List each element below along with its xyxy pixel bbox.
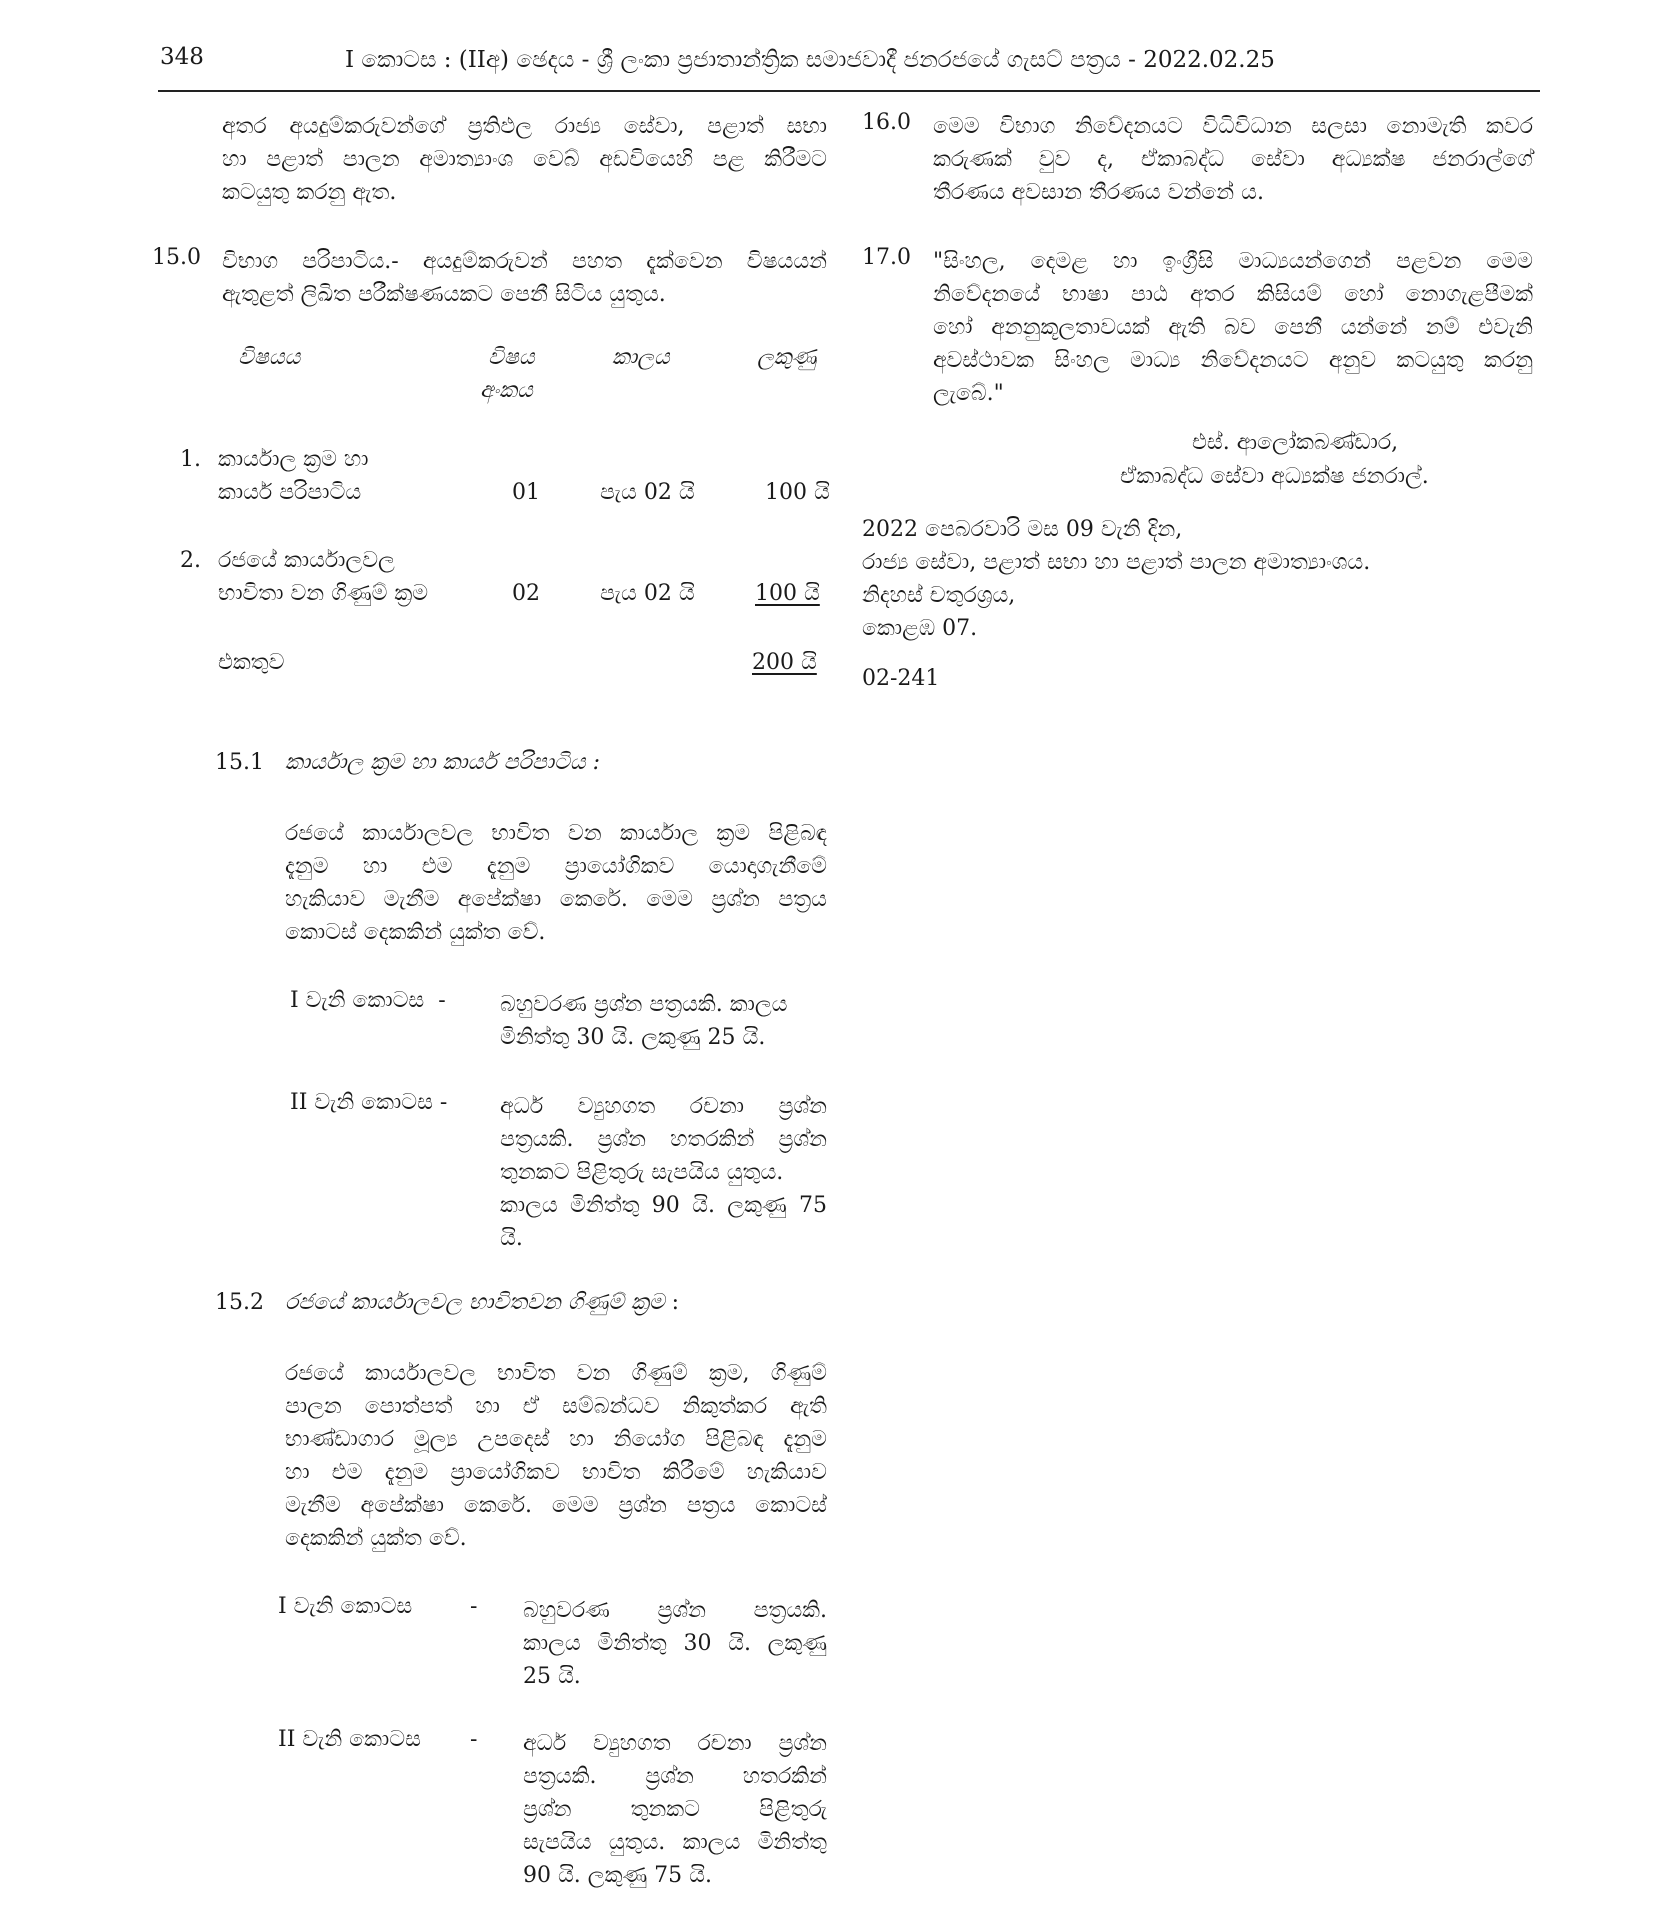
- section-15-2-title: රජයේ කාර්යාලවල භාවිතවන ගිණුම් ක්‍රම: [285, 1290, 665, 1315]
- section-15-2-heading: [285, 1290, 679, 1315]
- section-15-text: [222, 245, 827, 311]
- section-15-2-number: 15.2: [215, 1290, 264, 1315]
- section-15-1-title: කාර්යාල ක්‍රම හා කාර්ය පරිපාටිය :: [285, 750, 601, 775]
- text-line: කොටස් දෙකකින් යුක්ත වේ.: [285, 920, 546, 945]
- section-16-text: [933, 110, 1533, 209]
- text-line: නිවේදනයේ භාෂා පාඨ අතර කිසියම් හෝ නොගැළපීමක්: [933, 282, 1533, 307]
- intro-paragraph: [222, 110, 827, 209]
- section-17-number: 17.0: [862, 245, 911, 270]
- section-15-1-part1-text: [500, 988, 827, 1054]
- section-15-1-part2-text: [500, 1090, 827, 1255]
- text-line: අවස්ථාවක සිංහල මාධ්‍ය නිවේදනයට අනුව කටයුතු කරනු: [933, 348, 1533, 373]
- section-15-2-part2-text: [523, 1727, 827, 1892]
- text-line: රජයේ කාර්යාලවල භාවිත වන කාර්යාල ක්‍රම පිළිබඳ: [285, 821, 827, 846]
- text-line: දෙකකින් යුක්ත වේ.: [285, 1526, 467, 1551]
- text-line: කාලය මිනිත්තු 90 යි. ලකුණු 75: [500, 1193, 827, 1218]
- row-marks: 100 යි: [755, 581, 820, 606]
- text-line: ප්‍රශ්න තුනකට පිළිතුරු: [523, 1797, 827, 1822]
- section-15-2-part1-dash: -: [470, 1594, 478, 1619]
- page-number: 348: [160, 44, 204, 70]
- row-marks: 100 යි: [765, 480, 830, 505]
- text-line: හා එම දැනුම ප්‍රායෝගිකව භාවිත කිරීමේ හැකියාව: [285, 1460, 827, 1485]
- row-subject-line2: භාවිතා වන ගිණුම් ක්‍රම: [218, 581, 429, 606]
- row-subject-line1: කාර්යාල ක්‍රම හා: [218, 447, 369, 472]
- text-line: හෝ අනනුකූලතාවයක් ඇති බව පෙනී යන්නේ නම් එවැනි: [933, 315, 1533, 340]
- section-15-2-part1-text: [523, 1594, 827, 1693]
- text-line: රාජ්‍ය සේවා, පළාත් සභා හා පළාත් පාලන අමාත්‍යාංශය.: [862, 550, 1371, 575]
- text-line: දැනුම හා එම දැනුම ප්‍රායෝගිකව යොදාගැනීමේ: [285, 854, 827, 879]
- text-line: යි.: [500, 1226, 523, 1251]
- text-line: රජයේ කාර්යාලවල භාවිත වන ගිණුම් ක්‍රම, ගිණුම්: [285, 1361, 827, 1386]
- text-line: තීරණය අවසාන තීරණය වන්නේ ය.: [933, 180, 1264, 205]
- text-line: භාණ්ඩාගාර මූල්‍ය උපදෙස් හා නියෝග පිළිබඳ දැනුම: [285, 1427, 827, 1452]
- text-line: අතර අයදුම්කරුවන්ගේ ප්‍රතිඵල රාජ්‍ය සේවා, පළාත් සභා: [222, 114, 827, 139]
- section-15-2-paragraph: [285, 1357, 827, 1555]
- text-line: 2022 පෙබරවාරි මස 09 වැනි දින,: [862, 517, 1183, 542]
- text-line: කටයුතු කරනු ඇත.: [222, 180, 397, 205]
- text-line: මිනිත්තු 30 යි. ලකුණු 25 යි.: [500, 1025, 766, 1050]
- col-header-duration: කාලය: [612, 345, 670, 370]
- text-line: හා පළාත් පාලන අමාත්‍යාංශ වෙබ් අඩවියෙහි පළ කිරීමට: [222, 147, 827, 172]
- text-line: පාලන පොත්පත් හා ඒ සම්බන්ධව නිකුත්කර ඇති: [285, 1394, 827, 1419]
- col-header-subject-no-2: අංකය: [480, 378, 533, 403]
- section-15-1-number: 15.1: [215, 750, 264, 775]
- text-line: නිදහස් චතුරශ්‍රය,: [862, 583, 1016, 608]
- col-header-marks: ලකුණු: [757, 345, 817, 370]
- signatory-name: එස්. ආලෝකබණ්ඩාර,: [1192, 430, 1399, 455]
- section-15-2-part2-dash: -: [470, 1727, 478, 1752]
- text-line: මෙම විභාග නිවේදනයට විධිවිධාන සලසා නොමැති කවර: [933, 114, 1533, 139]
- text-line: 25 යි.: [523, 1664, 581, 1689]
- text-line: අර්ධ ව්‍යුහගත රචනා ප්‍රශ්න: [523, 1731, 827, 1756]
- section-15-1-part2-label: II වැනි කොටස -: [290, 1090, 448, 1115]
- issuing-address: [862, 513, 1370, 645]
- row-number: 2.: [180, 548, 201, 573]
- col-header-subject-no: විෂය: [488, 345, 535, 370]
- col-header-subject: විෂයය: [238, 345, 301, 370]
- text-line: සැපයිය යුතුය. කාලය මිනිත්තු: [523, 1830, 827, 1855]
- section-15-2-part2-label: II වැනි කොටස: [278, 1727, 421, 1752]
- text-line: ඇතුළත් ලිඛිත පරීක්ෂණයකට පෙනී සිටිය යුතුය.: [222, 282, 666, 307]
- row-code: 02: [512, 581, 540, 606]
- row-code: 01: [512, 480, 540, 505]
- text-line: ලැබේ.": [933, 381, 1004, 406]
- text-line: "සිංහල, දෙමළ හා ඉංග්‍රීසි මාධ්‍යයන්ගෙන් පළවන මෙම: [933, 249, 1533, 274]
- text-line: පත්‍රයකි. ප්‍රශ්න හතරකින්: [523, 1764, 827, 1789]
- row-number: 1.: [180, 447, 201, 472]
- row-duration: පැය 02 යි: [600, 581, 695, 606]
- section-15-1-part1-label: I වැනි කොටස -: [290, 988, 446, 1013]
- row-subject-line1: රජයේ කාර්යාලවල: [218, 548, 395, 573]
- text-line: කරුණක් වුව ද, ඒකාබද්ධ සේවා අධ්‍යක්ෂ ජනරාල්ගේ: [933, 147, 1533, 172]
- row-subject-line2: කාර්ය පරිපාටිය: [218, 480, 362, 505]
- section-15-2-colon: :: [671, 1290, 680, 1315]
- gazette-header-title: I කොටස : (IIඅ) ඡෙදය - ශ්‍රී ලංකා ප්‍රජාතාන්ත්‍රික සමාජවාදී ජනරජයේ ගැසට් පත්‍රය - 2022.02.25: [345, 47, 1275, 73]
- section-15-2-part1-label: I වැනි කොටස: [278, 1594, 413, 1619]
- reference-number: 02-241: [862, 666, 940, 691]
- text-line: මැනීම අපේක්ෂා කෙරේ. මෙම ප්‍රශ්න පත්‍රය කොටස්: [285, 1493, 827, 1518]
- row-duration: පැය 02 යි: [600, 480, 695, 505]
- text-line: බහුවරණ ප්‍රශ්න පත්‍රයකි. කාලය: [500, 992, 788, 1017]
- signatory-title: ඒකාබද්ධ සේවා අධ්‍යක්ෂ ජනරාල්.: [1120, 464, 1429, 489]
- text-line: කාලය මිනිත්තු 30 යි. ලකුණු: [523, 1631, 827, 1656]
- text-line: අර්ධ ව්‍යුහගත රචනා ප්‍රශ්න: [500, 1094, 827, 1119]
- section-16-number: 16.0: [862, 110, 911, 135]
- total-label: එකතුව: [218, 650, 285, 675]
- total-value: 200 යි: [752, 650, 817, 675]
- section-15-1-paragraph: [285, 817, 827, 949]
- text-line: බහුවරණ ප්‍රශ්න පත්‍රයකි.: [523, 1598, 827, 1623]
- text-line: කොළඹ 07.: [862, 616, 978, 641]
- section-15-number: 15.0: [152, 245, 201, 270]
- text-line: 90 යි. ලකුණු 75 යි.: [523, 1863, 712, 1888]
- section-17-text: [933, 245, 1533, 410]
- text-line: පත්‍රයකි. ප්‍රශ්න හතරකින් ප්‍රශ්න: [500, 1127, 827, 1152]
- text-line: හැකියාව මැනීම අපේක්ෂා කෙරේ. මෙම ප්‍රශ්න පත්‍රය: [285, 887, 827, 912]
- text-line: තුනකට පිළිතුරු සැපයිය යුතුය.: [500, 1160, 784, 1185]
- text-line: විභාග පරිපාටිය.- අයදුම්කරුවන් පහත දැක්වෙන විෂයයන්: [222, 249, 827, 274]
- header-divider: [158, 90, 1540, 92]
